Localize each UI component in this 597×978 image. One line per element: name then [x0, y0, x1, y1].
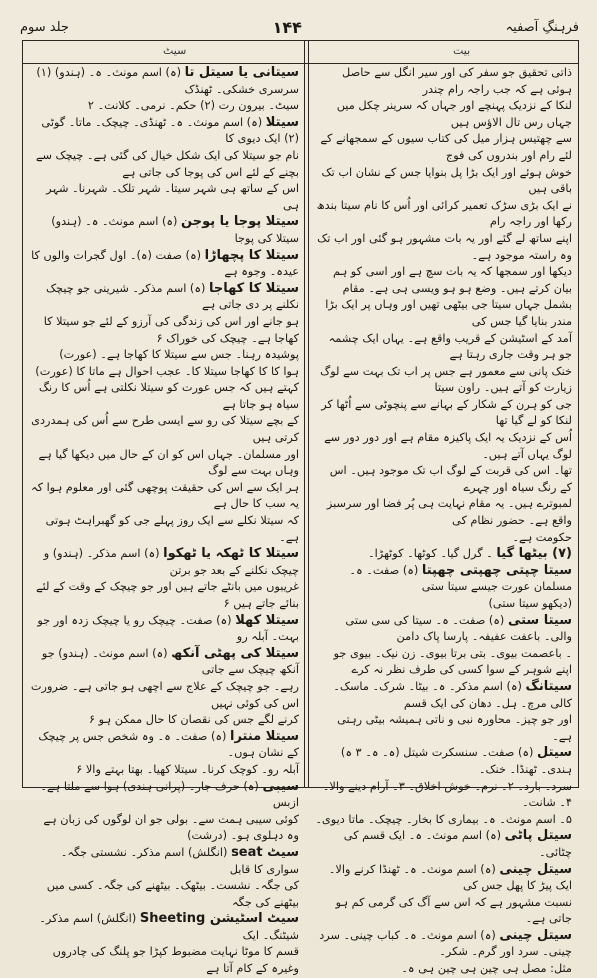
running-title: فرہنگِ آصفیہ: [505, 19, 579, 35]
definition-text: جی کو ہرن کے شکار کے بہانے سے پنچوٹی سے اُٹھا کر لنکا کو لے گیا تھا: [321, 397, 572, 428]
definition-text: سرد۔ بارد۔ ۲۔ نرم۔ خوش اخلاق۔ ۳۔ آرام دینے والا۔ ۴۔ شانت۔: [322, 779, 572, 810]
entry-line: [29, 413, 299, 446]
entry-line: [29, 115, 299, 148]
definition-text: آبلہ رو۔ کوچک کرنا۔ سیتلا کھیا۔ بھتا بہتے والا ۶: [76, 762, 299, 776]
definition-text: ہو جانے اور اس کی زندگی کی آرزو کے لئے جو سیتلا کا کھاجا ہے۔ چیچک کی خوراک ۶: [43, 314, 299, 345]
entry-line: [315, 613, 572, 646]
definition-text: قسم کا موٹا نہایت مضبوط کپڑا جو پلنگ کی چادروں وغیرہ کے کام آتا ہے: [52, 945, 299, 976]
entry-line: [29, 779, 299, 812]
definition-text: لنکا کے نزدیک پہنچے اور جہاں کہ سرینر چکل میں جہاں رس تال الاؤس ہیں: [336, 99, 572, 129]
entry-line: [315, 331, 572, 364]
left-column-heading: سیٹ: [163, 44, 187, 57]
entry-line: [29, 845, 299, 878]
entry-line: [315, 297, 572, 330]
definition-text: اُس کے نزدیک یہ ایک پاکیزہ مقام ہے اور دور دور سے لوگ یہاں آتے ہیں۔: [324, 431, 572, 461]
entry-line: [29, 314, 299, 347]
entry-line: [29, 679, 299, 712]
definition-text: (ہ) صفت۔ ہ۔ سیتا کی سی ستی والی۔ باعفت عفیفہ۔ پارسا پاک دامن: [345, 613, 572, 644]
left-column-entries: [29, 65, 299, 976]
entry-line: [29, 579, 299, 612]
definition-text: کے بچے سیتلا کی رو سے ایسی طرح سے اُس کی ہمدردی کرتی ہیں: [31, 414, 299, 445]
definition-text: کرنے لگے جس کی نقصان کا حال ممکن ہو ۶: [89, 713, 299, 727]
definition-text: خوش ہوئے اور ایک بڑا پل بنوایا جس کے نشان اب تک باقی ہیں: [321, 165, 572, 196]
entry-line: [29, 98, 299, 115]
definition-text: ۵۔ اسم مونث۔ ہ۔ بیماری کا بخار۔ چیچک۔ ماتا دیوی۔: [315, 812, 572, 826]
definition-text: (ہ) اسم مونث۔ (ہندو) جو آنکھ چیچک سے جاتی: [41, 646, 299, 677]
definition-text: (ہ) اسم مونث۔ ہ۔ ٹھنڈا کرنے والا۔ ایک پیڑ کا پھل جس کی: [328, 862, 572, 893]
entry-line: [315, 397, 572, 430]
entry-line: [29, 364, 299, 381]
definition-text: (ہ) اسم مذکر۔ (ہندو) و چیچک نکلنے کے بعد جو برتن: [43, 547, 299, 577]
headword: سیتلا: [265, 114, 299, 130]
definition-text: بشمل جہاں سیتا جی بیٹھی تھیں اور وہاں پر ایک بڑا مندر بنایا گیا جس کی: [325, 298, 572, 328]
entry-line: [29, 214, 299, 247]
entry-line: [29, 729, 299, 762]
definition-text: (ہ) صفت (ہ)۔ اول گجرات والوں کا عیدہ۔ وجوہ ہے: [31, 248, 299, 279]
definition-text: (ہ) اسم مونث۔ ہ۔ ایک قسم کی چٹائی۔: [343, 829, 572, 859]
column-heading-row: [23, 41, 578, 64]
column-divider-inner: [308, 41, 309, 787]
definition-text: (ہ) اسم مذکر۔ شیرینی جو چیچک نکلنے پر دی جاتی ہے: [45, 281, 299, 312]
headword: سیتلا منترا: [230, 728, 299, 744]
right-column-entries: [315, 65, 572, 976]
entry-line: [29, 447, 299, 480]
entry-line: [315, 961, 572, 978]
headword: سیبی: [262, 778, 299, 794]
entry-line: [315, 231, 572, 264]
definition-text: مثل: مصل ہی چین ہی چین ہی ہ۔: [401, 962, 572, 976]
entry-line: [29, 712, 299, 729]
headword: سیتل چینی: [499, 927, 572, 943]
headword: سیتلا کا پچھاڑا: [204, 247, 299, 263]
entry-line: [29, 911, 299, 944]
definition-text: (ہ) صفت۔ سنسکرت شیتل (ہ۔ ہ۔ ۳ ہ) ہندی۔ ٹھنڈا۔ خنک۔: [340, 746, 572, 776]
headword: سیتلا کھلا: [235, 612, 299, 628]
definition-text: (ہ) صفت۔ چیچک رو یا چیچک زدہ اور جو بہت۔ آبلہ رو: [37, 613, 299, 644]
entry-line: [29, 546, 299, 579]
definition-text: (ہ) صفت۔ ہ۔ مسلمان عورت جیسے سیتا ستی: [349, 563, 572, 594]
headword: سیتل چینی: [499, 861, 572, 877]
entry-line: [315, 430, 572, 463]
entry-line: [29, 347, 299, 364]
definition-text: ۔ گرل گیا۔ کوٹھا۔ کوٹھڑا۔: [367, 547, 493, 561]
definition-text: (انگلش) اسم مذکر۔ نشستی جگہ۔ سواری کا قابل: [60, 845, 299, 876]
entry-line: [29, 248, 299, 281]
headword: سیتا ستی: [507, 612, 572, 628]
definition-text: کہتے ہیں کہ جس عورت کو سیتلا نکلتی ہے اُس کا رنگ سیاہ ہو جاتا ہے: [38, 381, 299, 411]
definition-text: (دیکھو سیتا ستی): [488, 597, 572, 610]
headword: سیٹ اسٹیشن Sheeting: [139, 911, 299, 927]
page-header: [20, 14, 579, 40]
entry-line: [315, 812, 572, 829]
definition-text: (ہ) اسم مونث۔ ہ۔ ٹھنڈی۔ چیچک۔ ماتا۔ گوٹی (۲) ایک دیوی کا: [41, 115, 299, 146]
entry-line: [29, 65, 299, 98]
headword: سیتلا کی پھٹی آنکھ: [171, 645, 299, 661]
definition-text: لمبوترے ہیں۔ یہ مقام نہایت ہی پُر فضا اور سرسبز واقع ہے۔ حضور نظام کی: [326, 497, 572, 528]
entry-line: [29, 148, 299, 181]
entry-line: [29, 613, 299, 646]
entry-line: [315, 563, 572, 596]
definition-text: اپنے ساتھ لے گئے اور یہ بات مشہور ہو گئی اور اب تک وہ راستہ موجود ہے۔: [317, 231, 572, 262]
definition-text: ذاتی تحقیق جو سفر کی اور سیر انگل سے حاصل ہوئی ہے کہ جب راجہ رام چندر: [342, 66, 572, 96]
definition-text: حکومت ہے۔: [512, 530, 572, 544]
definition-text: اور مسلمان۔ جہاں اس کو ان کے حال میں دیکھا گیا ہے وہاں بہت سے لوگ: [38, 447, 299, 478]
headword: سیتانگ: [525, 678, 572, 694]
definition-text: (ہ) اسم مونث۔ ہ۔ (ہندو) سیتلا کی پوجا: [51, 215, 299, 245]
entry-line: [315, 779, 572, 812]
definition-text: تھا۔ اس کی قربت کے لوگ اب تک موجود ہیں۔ اس کے رنگ سیاہ اور چہرے: [329, 464, 572, 494]
definition-text: کہ سیتلا نکلے سے ایک روز پہلے جی کو گھبراہٹ ہوتی ہے۔: [45, 514, 299, 544]
entry-line: [315, 596, 572, 613]
definition-text: خنک پانی سے معمور ہے جس پر اب تک بہت سے لوگ زیارت کو آتے ہیں۔ راون سیتا: [320, 364, 572, 395]
headword: سیتل: [536, 745, 572, 761]
definition-text: (ہ) اسم مونث۔ ہ۔ کباب چینی۔ سرد چینی۔ سرد اور گرم۔ شکر۔: [319, 928, 572, 959]
definition-text: نام جو سیتلا کی ایک شکل خیال کی گئی ہے۔ چیچک سے بچنے کے لئے اس کی پوجا کی جاتی ہے: [35, 148, 299, 179]
headword: سیتا چپتی چھپتی چھپتا: [421, 562, 572, 578]
entry-line: [29, 878, 299, 911]
definition-text: نسبت مشہور ہے کہ اس سے آگ کی گرمی کم ہو جاتی ہے۔: [335, 895, 572, 926]
entry-line: [315, 862, 572, 895]
entry-line: [315, 65, 572, 98]
definition-text: (ہ) صفت۔ ہ۔ وہ شخص جس پر چیچک کے نشان ہوں۔: [38, 729, 299, 760]
entry-line: [29, 480, 299, 513]
definition-text: (انگلش) اسم مذکر۔ شیٹنگ۔ ایک: [39, 912, 299, 942]
entry-line: [315, 264, 572, 297]
headword: سیتل پاٹی: [504, 828, 572, 844]
definition-text: کوئی سیبی ہمت سے۔ بولی جو ان لوگوں کی زبان ہے وہ دہلوی ہو۔ (درشت): [43, 812, 299, 843]
entry-line: [315, 712, 572, 745]
entry-line: [29, 646, 299, 679]
headword: (۷) بیٹھا گیا: [496, 546, 572, 562]
entry-line: [315, 98, 572, 131]
entry-line: [29, 762, 299, 779]
entry-line: [315, 364, 572, 397]
entry-line: [29, 181, 299, 214]
definition-text: ہر ایک سے اس کی حقیقت پوچھی گئی اور معلوم ہوا کہ یہ سب کا حال ہے: [31, 480, 299, 511]
definition-text: اور جو چیز۔ محاورہ نبی و ناتی ہمیشہ بیٹی رہتی ہے۔: [337, 713, 572, 743]
entry-line: [315, 928, 572, 961]
definition-text: اس کے ساتھ ہی شہر سیتا۔ شہر تلک۔ شہرنا۔ شہر ہی: [46, 182, 299, 212]
entry-line: [315, 165, 572, 198]
volume-label: جلد سوم: [20, 19, 69, 35]
definition-text: نے ایک بڑی سڑک تعمیر کرائی اور اُس کا نام سیتا بندھ رکھا اور راجہ رام: [316, 198, 572, 229]
definition-text: (ہ) حرف جار۔ (پرانی ہندی) ہوا سے ملتا ہے۔ ازبس: [40, 779, 299, 810]
definition-text: سے چھتیس ہزار میل کی کتاب سیوں کے سمجھانے کے لئے رام اور بندروں کی فوج: [320, 132, 572, 162]
headword: سیتلا کا ٹھکہ یا ٹھکوا: [163, 546, 299, 562]
definition-text: (ہ) اسم مونث۔ ہ۔ (ہندو) (۱) سرسری خشکی۔ ٹھنڈک: [36, 66, 299, 96]
entry-line: [29, 513, 299, 546]
definition-text: رہے۔ جو چیچک کے علاج سے اچھی ہو جاتی ہے۔ ضرورت اس کی کوئی نہیں: [30, 679, 299, 710]
headword: سیتانی یا سیتل تا: [184, 65, 299, 80]
headword: سیتلا پوجا یا پوجن: [181, 214, 299, 230]
entry-line: [315, 546, 572, 563]
page-number: ۱۴۴: [272, 17, 302, 37]
definition-text: ۔ باعصمت بیوی۔ بتی برتا بیوی۔ زن نیک۔ بیوی جو اپنے شوہر کے سوا کسی کی طرف نظر نہ کرے: [333, 646, 572, 677]
definition-text: پوشیدہ رہنا۔ جس سے سیتلا کا کھاجا ہے۔ (عورت): [59, 348, 299, 362]
entry-line: [315, 131, 572, 164]
entry-line: [29, 812, 299, 845]
headword: سیٹ seat: [231, 844, 299, 860]
entry-line: [29, 944, 299, 977]
entry-line: [315, 745, 572, 778]
entry-line: [315, 828, 572, 861]
definition-text: کی جگہ۔ نشست۔ بیٹھک۔ بیٹھنے کی جگہ۔ کسی میں بیٹھنے کی جگہ: [46, 879, 299, 909]
definition-text: دیکھا اور سمجھا کہ یہ بات سچ ہے اور اسی کو ہم بیان کرتے ہیں۔ وضع ہو ہو ویسی ہی ہے۔ مقام: [333, 265, 572, 295]
definition-text: آمد کے اسٹیشن کے قریب واقع ہے۔ یہاں ایک چشمہ جو ہر وقت جاری رہتا ہے: [328, 331, 572, 362]
entry-line: [315, 679, 572, 712]
entry-line: [315, 895, 572, 928]
right-column-heading: بیت: [453, 44, 471, 57]
entry-line: [315, 463, 572, 496]
definition-text: (ہ) اسم مذکر۔ ہ۔ بیٹا۔ شرک۔ ماسک۔ کالی مرچ۔ ہل۔ دھان کی ایک قسم: [333, 679, 572, 710]
entry-line: [315, 496, 572, 529]
column-divider: [304, 41, 305, 787]
entry-line: [29, 281, 299, 314]
definition-text: غریبوں میں بانٹے جاتے ہیں اور جو چیچک کے وقت کے لئے بنائے جاتے ہیں ۶: [35, 580, 299, 610]
definition-text: سیٹ۔ بیرون رت (۲) حکم۔ نرمی۔ کلانت۔ ۲: [87, 99, 299, 113]
page-frame: [22, 40, 579, 976]
definition-text: ہوا کا کا کھاجا سیتلا کا۔ عجب احوال ہے ماتا کا (عورت): [35, 364, 299, 378]
entry-line: [315, 646, 572, 679]
entry-line: [29, 380, 299, 413]
headword: سیتلا کا کھاجا: [208, 280, 299, 296]
entry-line: [315, 198, 572, 231]
entry-line: [315, 530, 572, 547]
